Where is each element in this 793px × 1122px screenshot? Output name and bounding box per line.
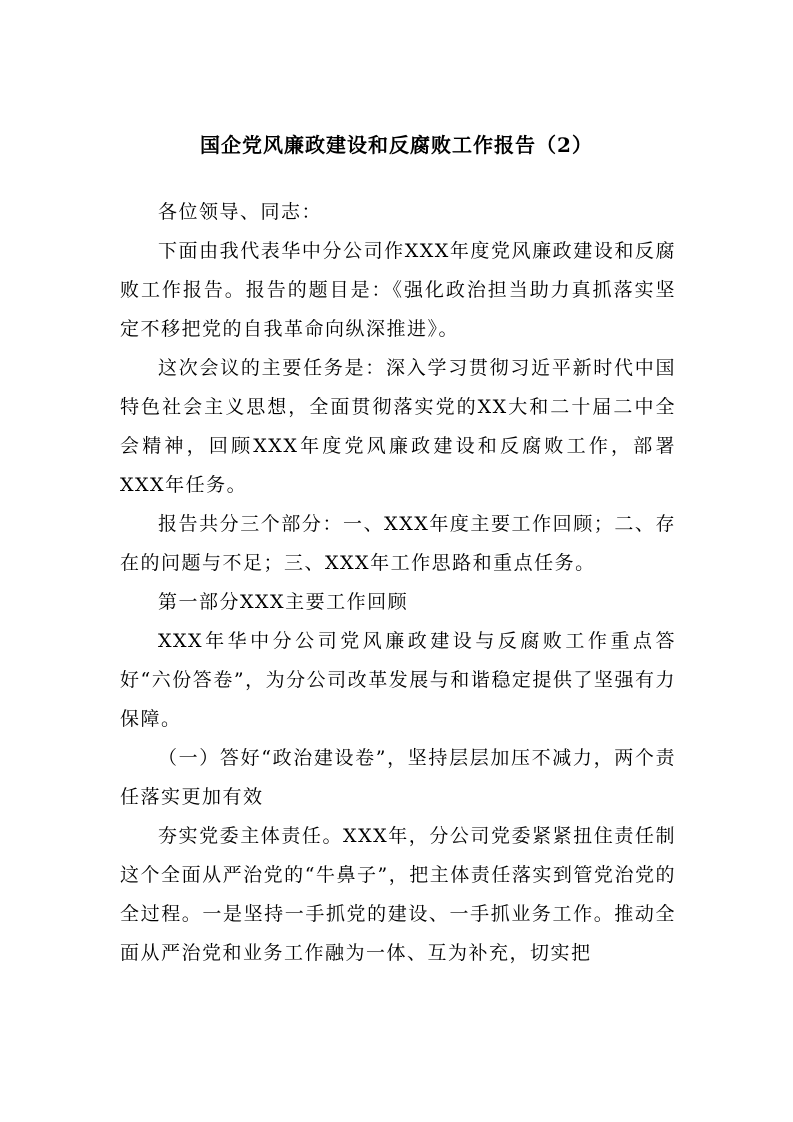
paragraph-main-task: 这次会议的主要任务是：深入学习贯彻习近平新时代中国特色社会主义思想，全面贯彻落实党的XX大和二十届二中全会精神，回顾XXX年度党风廉政建设和反腐败工作，部署XXX年任务。	[120, 357, 676, 496]
paragraph-summary: XXX年华中分公司党风廉政建设与反腐败工作重点答好“六份答卷”，为分公司改革发展与和谐稳定提供了坚强有力保障。	[120, 630, 676, 730]
document-body	[120, 193, 676, 973]
document-title: 国企党风廉政建设和反腐败工作报告（2）	[200, 133, 593, 157]
paragraph-responsibility: 夯实党委主体责任。XXX年，分公司党委紧紧扭住责任制这个全面从严治党的“牛鼻子”，把主体责任落实到管党治党的全过程。一是坚持一手抓党的建设、一手抓业务工作。推动全面从严治党和业务工作融为一体、互为补充，切实把	[120, 825, 676, 964]
subsection-heading-one: （一）答好“政治建设卷”，坚持层层加压不减力，两个责任落实更加有效	[120, 747, 676, 808]
paragraph-outline: 报告共分三个部分：一、XXX年度主要工作回顾；二、存在的问题与不足；三、XXX年工作思路和重点任务。	[120, 513, 676, 574]
paragraph-intro: 下面由我代表华中分公司作XXX年度党风廉政建设和反腐败工作报告。报告的题目是：《强化政治担当助力真抓落实坚定不移把党的自我革命向纵深推进》。	[120, 240, 676, 340]
section-heading-part-one: 第一部分XXX主要工作回顾	[158, 591, 409, 613]
paragraph-salutation: 各位领导、同志：	[158, 201, 323, 223]
